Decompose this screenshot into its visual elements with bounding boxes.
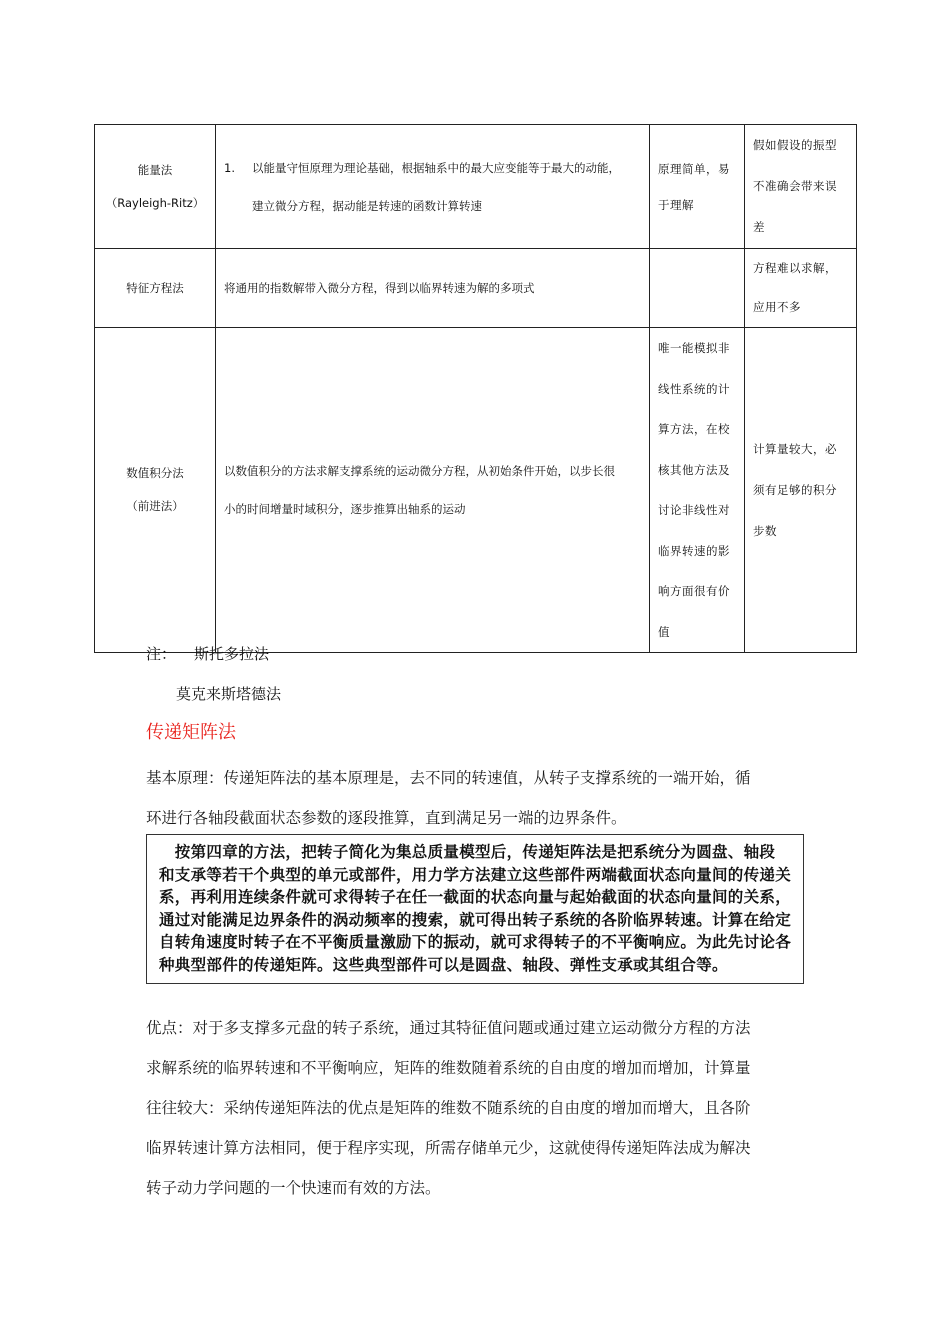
adv-line: 临界转速的影	[658, 543, 730, 558]
desc-line: 小的时间增量时域积分，逐步推算出轴系的运动	[224, 502, 466, 516]
adv-line: 值	[658, 624, 670, 639]
method-name-cell	[95, 249, 216, 328]
adv-line: 核其他方法及	[658, 462, 730, 477]
paragraph-line: 基本原理：传递矩阵法的基本原理是，去不同的转速值，从转子支撑系统的一端开始，循	[146, 769, 751, 787]
dis-line: 应用不多	[753, 300, 801, 314]
table-row	[95, 249, 857, 328]
methods-table	[94, 124, 857, 653]
desc-line: 以数值积分的方法求解支撑系统的运动微分方程，从初始条件开始，以步长很	[224, 464, 615, 478]
adv-line: 讨论非线性对	[658, 503, 730, 517]
method-adv-cell	[650, 328, 745, 653]
dis-line: 假如假设的振型	[753, 138, 837, 152]
principle-paragraph	[146, 758, 810, 838]
adv-line: 响方面很有价	[658, 584, 730, 598]
desc-line: 将通用的指数解带入微分方程，得到以临界转速为解的多项式	[224, 281, 535, 295]
desc-line: 建立微分方程，据动能是转速的函数计算转速	[252, 198, 482, 213]
dis-line: 须有足够的积分	[753, 482, 837, 497]
dis-line: 计算量较大，必	[753, 441, 837, 456]
advantages-paragraph	[146, 1008, 810, 1208]
method-desc-cell	[216, 125, 650, 249]
dis-line: 不准确会带来误	[753, 179, 837, 193]
method-name-cell	[95, 125, 216, 249]
method-name: 能量法	[137, 162, 173, 177]
adv-line: 于理解	[658, 197, 694, 212]
method-name: 特征方程法	[126, 280, 184, 295]
paragraph-line: 临界转速计算方法相同，便于程序实现，所需存储单元少，这就使得传递矩阵法成为解决	[146, 1139, 751, 1157]
dis-line: 步数	[753, 523, 777, 538]
method-name: 数值积分法	[126, 466, 184, 480]
method-adv-cell	[650, 125, 745, 249]
excerpt-line: 按第四章的方法，把转子简化为集总质量模型后，传递矩阵法是把系统分为圆盘、轴段	[159, 842, 776, 861]
table-row	[95, 328, 857, 653]
paragraph-line: 转子动力学问题的一个快速而有效的方法。	[146, 1179, 441, 1197]
dis-line: 方程难以求解，	[753, 261, 837, 275]
table-row	[95, 125, 857, 249]
method-name-sub: （前进法）	[126, 499, 184, 513]
paragraph-line: 环进行各轴段截面状态参数的逐段推算，直到满足另一端的边界条件。	[146, 809, 627, 827]
method-adv-cell	[650, 249, 745, 328]
method-name-cell	[95, 328, 216, 653]
excerpt-line: 和支承等若干个典型的单元或部件，用力学方法建立这些部件两端截面状态向量间的传递关	[159, 864, 792, 884]
excerpt-line: 种典型部件的传递矩阵。这些典型部件可以是圆盘、轴段、弹性支承或其组合等。	[159, 954, 728, 974]
note-item: 莫克来斯塔德法	[176, 685, 282, 703]
excerpt-line: 自转角速度时转子在不平衡质量激励下的振动，就可求得转子的不平衡响应。为此先讨论各	[159, 932, 792, 951]
desc-number: 1.	[224, 160, 235, 175]
paragraph-line: 求解系统的临界转速和不平衡响应，矩阵的维数随着系统的自由度的增加而增加，计算量	[146, 1059, 751, 1077]
desc-line: 以能量守恒原理为理论基础，根据轴系中的最大应变能等于最大的动能，	[252, 160, 620, 175]
dis-line: 差	[753, 220, 765, 234]
note-label: 注：	[146, 645, 177, 663]
method-dis-cell	[745, 125, 857, 249]
adv-line: 原理简单，易	[658, 161, 730, 176]
section-heading: 传递矩阵法	[146, 722, 236, 743]
adv-line: 唯一能模拟非	[658, 341, 730, 355]
method-dis-cell	[745, 249, 857, 328]
method-dis-cell	[745, 328, 857, 653]
adv-line: 线性系统的计	[658, 381, 730, 396]
scanned-excerpt	[146, 834, 804, 984]
excerpt-line: 系，再利用连续条件就可求得转子在任一截面的状态向量与起始截面的状态向量间的关系，	[159, 887, 792, 906]
adv-line: 算方法，在校	[658, 422, 730, 436]
paragraph-line: 优点：对于多支撑多元盘的转子系统，通过其特征值问题或通过建立运动微分方程的方法	[146, 1019, 751, 1037]
method-desc-cell	[216, 328, 650, 653]
note	[146, 642, 269, 666]
method-desc-cell	[216, 249, 650, 328]
method-name-sub: （Rayleigh-Ritz）	[105, 195, 205, 210]
note-item: 斯托多拉法	[194, 645, 270, 663]
paragraph-line: 往往较大：采纳传递矩阵法的优点是矩阵的维数不随系统的自由度的增加而增大，且各阶	[146, 1099, 751, 1117]
excerpt-line: 通过对能满足边界条件的涡动频率的搜索，就可得出转子系统的各阶临界转速。计算在给定	[159, 909, 792, 929]
